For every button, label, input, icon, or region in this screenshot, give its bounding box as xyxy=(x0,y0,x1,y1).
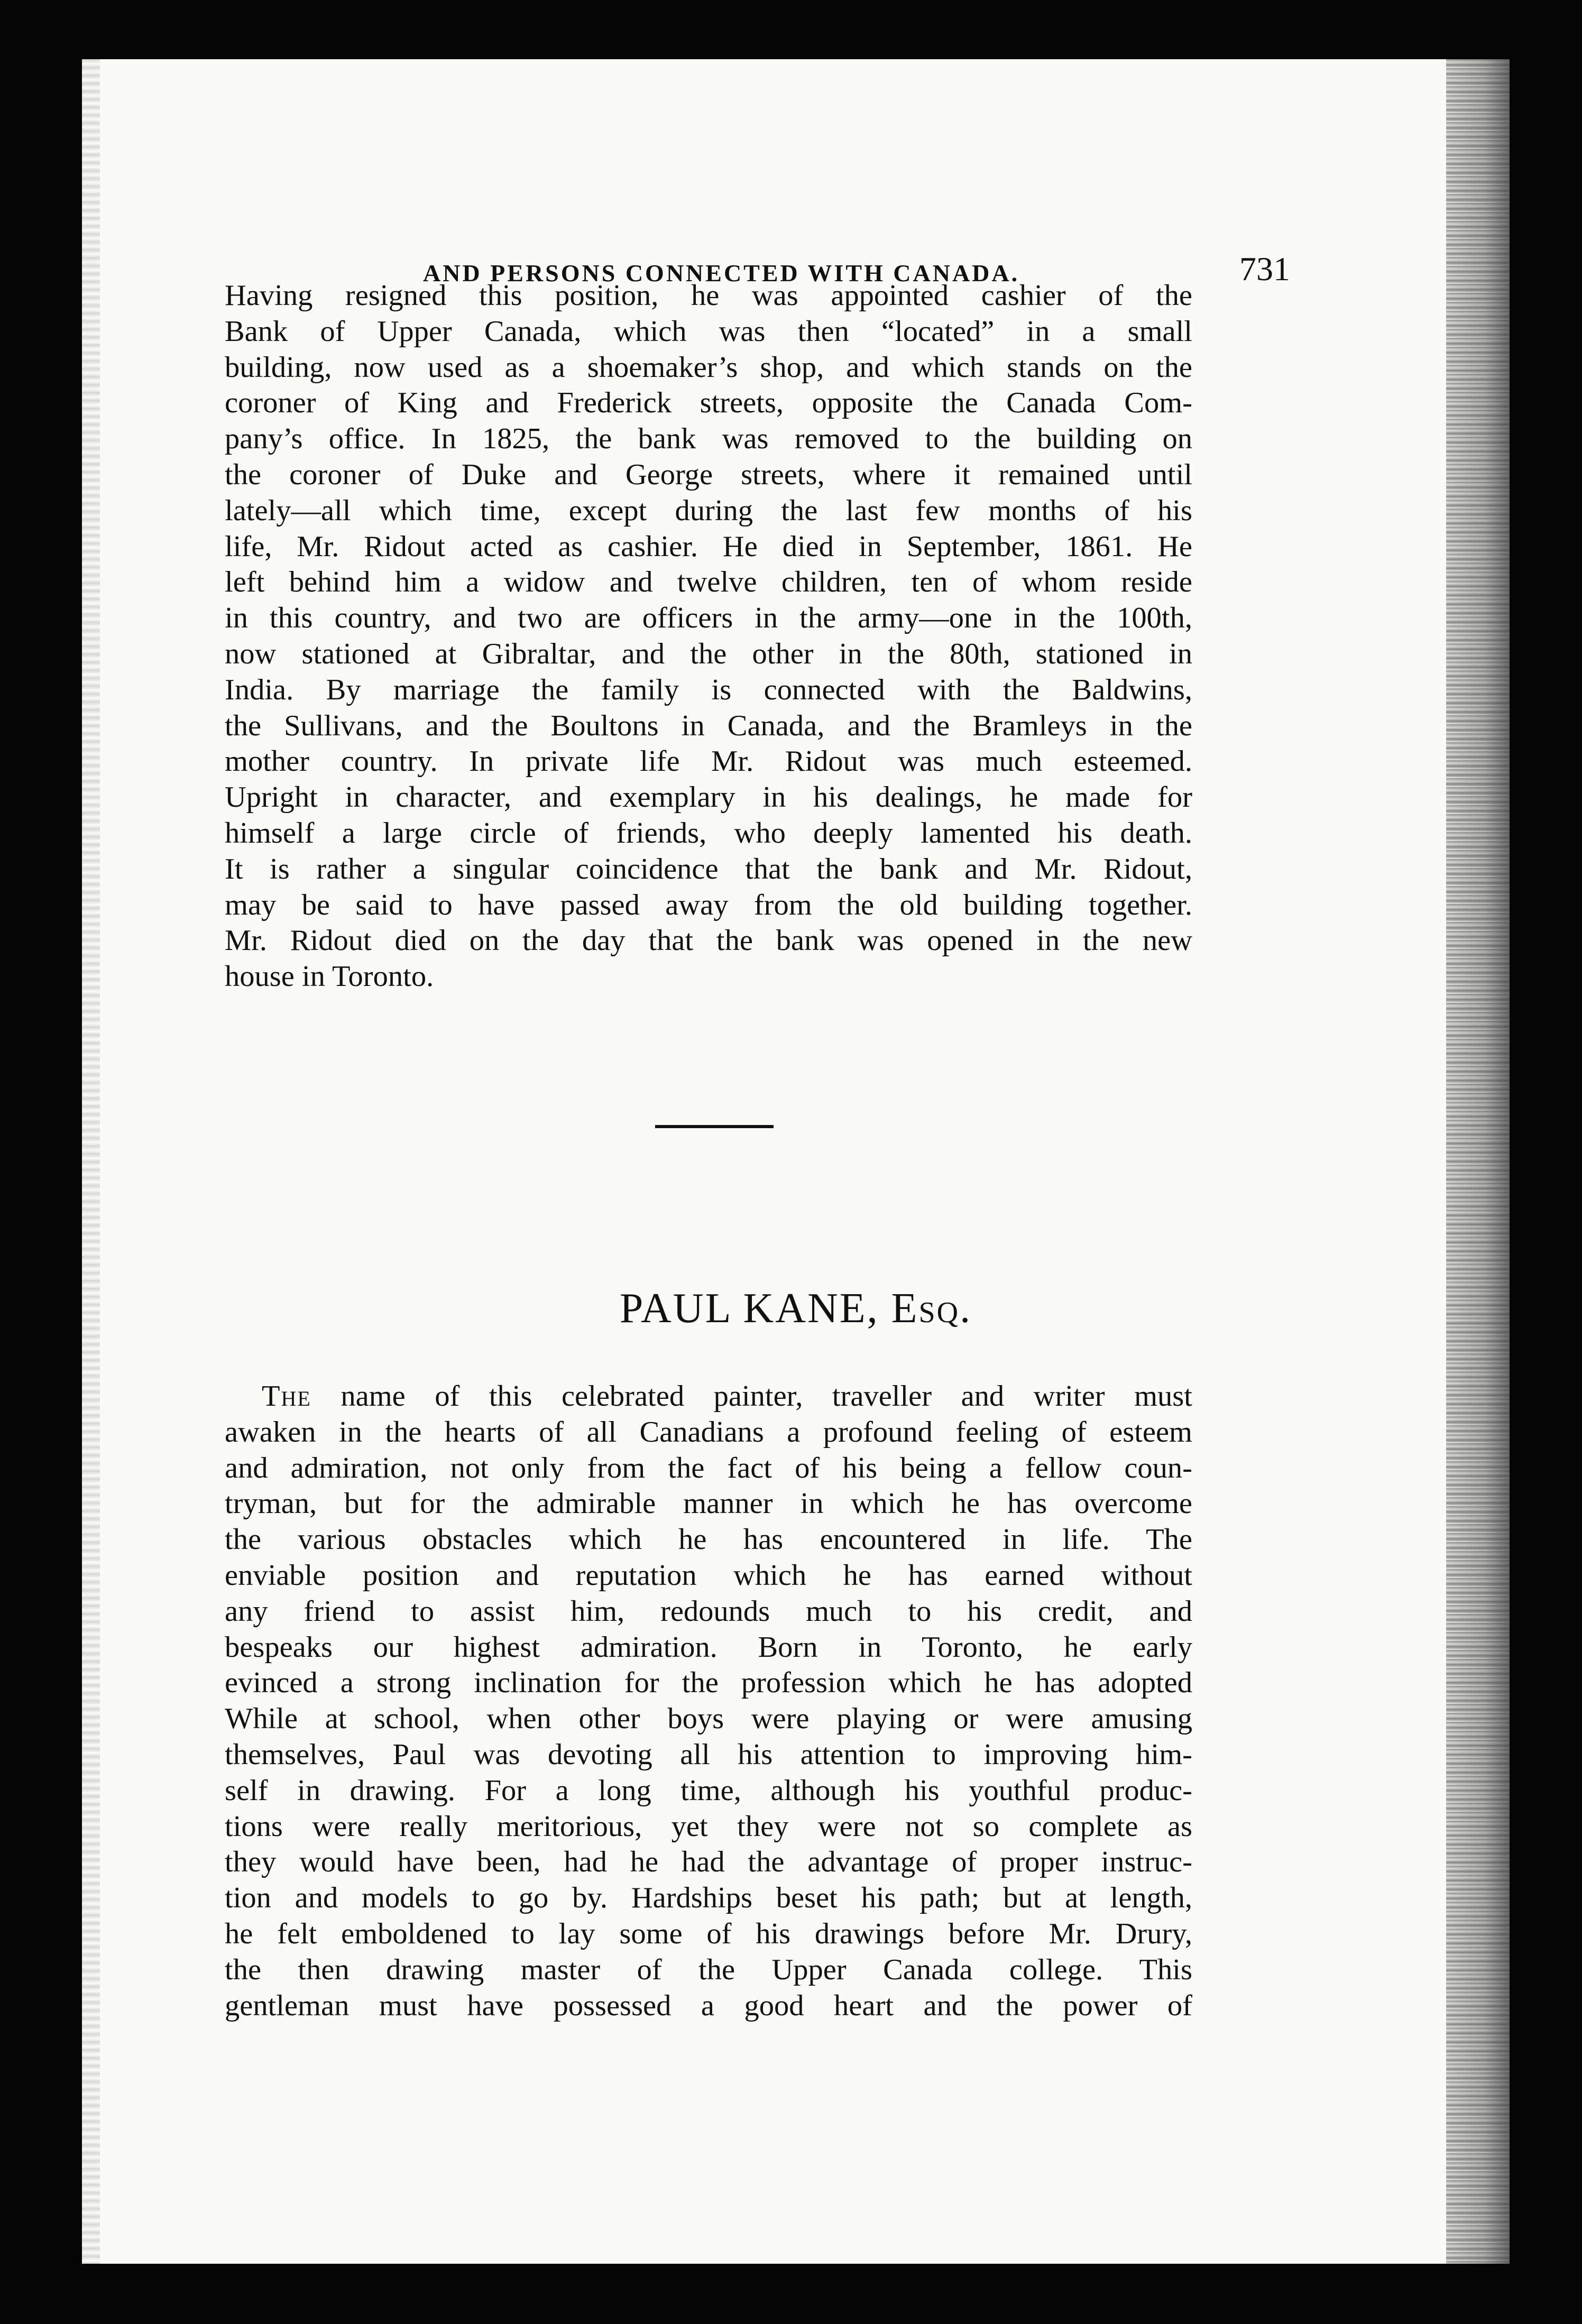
text-line: the Sullivans, and the Boultons in Canada, and the Bramleys in the xyxy=(225,709,1192,742)
scan-left-edge xyxy=(82,59,100,2264)
text-line: building, now used as a shoemaker’s shop, and which stands on the xyxy=(225,351,1192,384)
running-title: AND PERSONS CONNECTED WITH CANADA. xyxy=(423,260,1020,287)
text-fragment: name of this celebrated painter, traveller and writer must xyxy=(311,1380,1192,1413)
text-line: Upright in character, and exemplary in his dealings, he made for xyxy=(225,781,1192,814)
text-line: the various obstacles which he has encountered in life. The xyxy=(225,1523,1192,1556)
text-line: mother country. In private life Mr. Ridout was much esteemed. xyxy=(225,745,1192,778)
text-line: tryman, but for the admirable manner in which he has overcome xyxy=(225,1487,1192,1520)
text-line: Having resigned this position, he was appointed cashier of the xyxy=(225,279,1192,312)
text-line: in this country, and two are officers in the army—one in the 100th, xyxy=(225,602,1192,635)
text-line xyxy=(225,1379,1192,1415)
paragraph-ridout xyxy=(225,278,1192,995)
text-line: left behind him a widow and twelve children, ten of whom reside xyxy=(225,566,1192,599)
section-divider xyxy=(655,1125,774,1128)
text-line: India. By marriage the family is connected with the Baldwins, xyxy=(225,673,1192,706)
text-line: pany’s office. In 1825, the bank was removed to the building on xyxy=(225,422,1192,456)
text-line: any friend to assist him, redounds much to his credit, and xyxy=(225,1594,1192,1628)
text-line: Bank of Upper Canada, which was then “located” in a small xyxy=(225,315,1192,348)
text-line: themselves, Paul was devoting all his attention to improving him- xyxy=(225,1738,1192,1771)
text-line: tion and models to go by. Hardships beset his path; but at length, xyxy=(225,1882,1192,1915)
text-line: self in drawing. For a long time, although his youthful produc- xyxy=(225,1774,1192,1807)
text-line: lately—all which time, except during the last few months of his xyxy=(225,494,1192,527)
text-line: tions were really meritorious, yet they were not so complete as xyxy=(225,1810,1192,1843)
text-line: While at school, when other boys were playing or were amusing xyxy=(225,1702,1192,1736)
text-line: they would have been, had he had the advantage of proper instruc- xyxy=(225,1846,1192,1879)
text-line: Mr. Ridout died on the day that the bank was opened in the new xyxy=(225,924,1192,957)
drop-word: The xyxy=(262,1380,311,1413)
text-line: house in Toronto. xyxy=(225,960,434,993)
paragraph-kane xyxy=(225,1379,1192,2024)
text-line: It is rather a singular coincidence that the bank and Mr. Ridout, xyxy=(225,852,1192,886)
text-line: the then drawing master of the Upper Canada college. This xyxy=(225,1953,1192,1986)
text-line: gentleman must have possessed a good heart and the power of xyxy=(225,1989,1192,2022)
text-line: may be said to have passed away from the old building together. xyxy=(225,888,1192,921)
text-line: evinced a strong inclination for the profession which he has adopted xyxy=(225,1666,1192,1700)
text-line: bespeaks our highest admiration. Born in Toronto, he early xyxy=(225,1630,1192,1664)
text-line: enviable position and reputation which he has earned without xyxy=(225,1558,1192,1592)
scan-binding-edge xyxy=(1446,59,1510,2264)
text-line: awaken in the hearts of all Canadians a profound feeling of esteem xyxy=(225,1415,1192,1449)
page-number: 731 xyxy=(1239,250,1290,288)
section-heading xyxy=(82,1285,1510,1333)
book-page xyxy=(82,59,1510,2264)
text-line: he felt emboldened to lay some of his drawings before Mr. Drury, xyxy=(225,1917,1192,1950)
heading-suffix: Esq. xyxy=(891,1285,972,1332)
text-line: life, Mr. Ridout acted as cashier. He died in September, 1861. He xyxy=(225,530,1192,563)
heading-name: PAUL KANE, xyxy=(619,1285,879,1332)
text-line: now stationed at Gibraltar, and the other in the 80th, stationed in xyxy=(225,637,1192,670)
text-line: coroner of King and Frederick streets, opposite the Canada Com- xyxy=(225,386,1192,420)
text-line: himself a large circle of friends, who deeply lamented his death. xyxy=(225,816,1192,850)
text-line: and admiration, not only from the fact of his being a fellow coun- xyxy=(225,1451,1192,1484)
text-line: the coroner of Duke and George streets, where it remained until xyxy=(225,458,1192,491)
